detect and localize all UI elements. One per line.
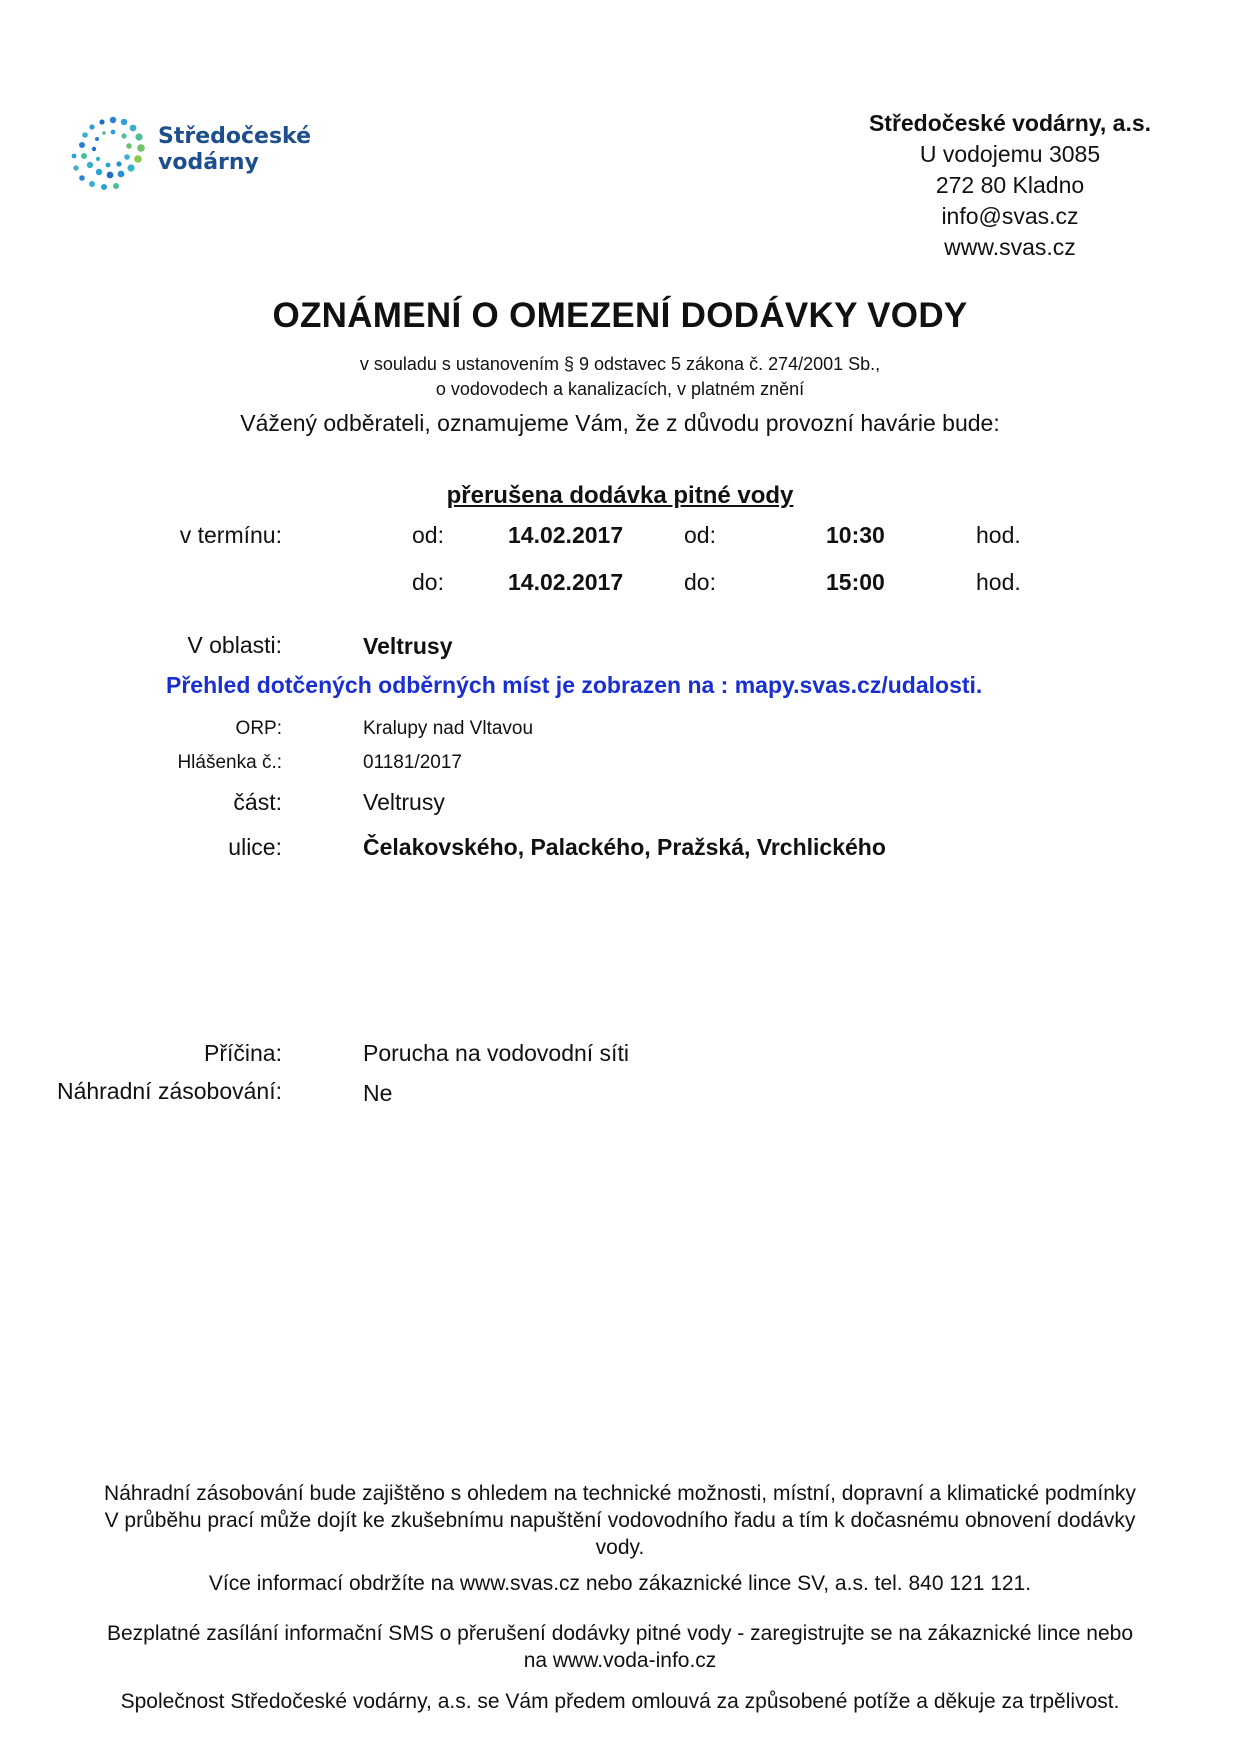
cause-value: Porucha na vodovodní síti (363, 1040, 629, 1066)
logo-line1: Středočeské (158, 124, 312, 149)
from-time: 10:30 (826, 522, 885, 548)
street-value: Čelakovského, Palackého, Pražská, Vrchlického (363, 834, 886, 860)
from-time-label: od: (684, 522, 716, 548)
footer-p1-line3: vody. (595, 1536, 645, 1559)
company-address (820, 108, 1200, 263)
from-date-label: od: (412, 522, 444, 548)
to-date-label: do: (412, 569, 444, 595)
part-label: část: (233, 789, 282, 815)
to-time: 15:00 (826, 569, 885, 595)
footer-p3-line2: na www.voda-info.cz (523, 1649, 717, 1672)
supply-label: Náhradní zásobování: (56, 1078, 282, 1104)
footer-paragraph-4: Společnost Středočeské vodárny, a.s. se Vám předem omlouvá za způsobené potíže a děkuje za trpělivost. (120, 1690, 1120, 1713)
area-label: V oblasti: (187, 632, 282, 658)
company-logo (70, 112, 310, 190)
term-label: v termínu: (179, 522, 282, 548)
orp-value: Kralupy nad Vltavou (363, 718, 534, 739)
greeting: Vážený odběrateli, oznamujeme Vám, že z důvodu provozní havárie bude: (240, 410, 1000, 436)
footer-paragraph-1 (40, 1480, 1200, 1561)
from-date: 14.02.2017 (508, 522, 624, 548)
company-web: www.svas.cz (944, 234, 1076, 260)
company-email: info@svas.cz (941, 203, 1079, 229)
street-label: ulice: (228, 834, 282, 860)
interruption-heading: přerušena dodávka pitné vody (446, 482, 794, 509)
to-time-label: do: (684, 569, 716, 595)
area-value: Veltrusy (363, 633, 453, 659)
company-name: Středočeské vodárny, a.s. (868, 110, 1152, 136)
report-label: Hlášenka č.: (177, 752, 282, 773)
to-time-unit: hod. (976, 569, 1021, 595)
notice-title: OZNÁMENÍ O OMEZENÍ DODÁVKY VODY (272, 296, 968, 335)
report-value: 01181/2017 (363, 752, 462, 773)
footer-p1-line1: Náhradní zásobování bude zajištěno s ohledem na technické možnosti, místní, dopravní a klimatické podmínky (104, 1482, 1136, 1505)
orp-label: ORP: (235, 718, 282, 739)
law-line-1: v souladu s ustanovením § 9 odstavec 5 zákona č. 274/2001 Sb., (359, 354, 881, 374)
map-notice: Přehled dotčených odběrných míst je zobrazen na : mapy.svas.cz/udalosti. (166, 672, 983, 698)
supply-value: Ne (363, 1080, 393, 1106)
part-value: Veltrusy (363, 789, 445, 815)
law-line-2: o vodovodech a kanalizacích, v platném znění (435, 379, 805, 399)
footer-paragraph-3 (40, 1620, 1200, 1674)
water-drops-logo-icon (70, 112, 156, 190)
logo-wordmark (158, 124, 311, 176)
to-date: 14.02.2017 (508, 569, 624, 595)
footer-paragraph-2: Více informací obdržíte na www.svas.cz nebo zákaznické lince SV, a.s. tel. 840 121 121. (208, 1572, 1032, 1595)
company-city: 272 80 Kladno (935, 172, 1085, 198)
from-time-unit: hod. (976, 522, 1021, 548)
company-street: U vodojemu 3085 (919, 141, 1101, 167)
footer-p1-line2: V průběhu prací může dojít ke zkušebnímu napuštění vodovodního řadu a tím k dočasnému obnovení dodávky (104, 1509, 1136, 1532)
cause-label: Příčina: (204, 1040, 282, 1066)
logo-line2: vodárny (158, 150, 259, 175)
law-reference (0, 352, 1240, 402)
footer-p3-line1: Bezplatné zasílání informační SMS o přerušení dodávky pitné vody - zaregistrujte se na zákaznické lince nebo (106, 1622, 1134, 1645)
